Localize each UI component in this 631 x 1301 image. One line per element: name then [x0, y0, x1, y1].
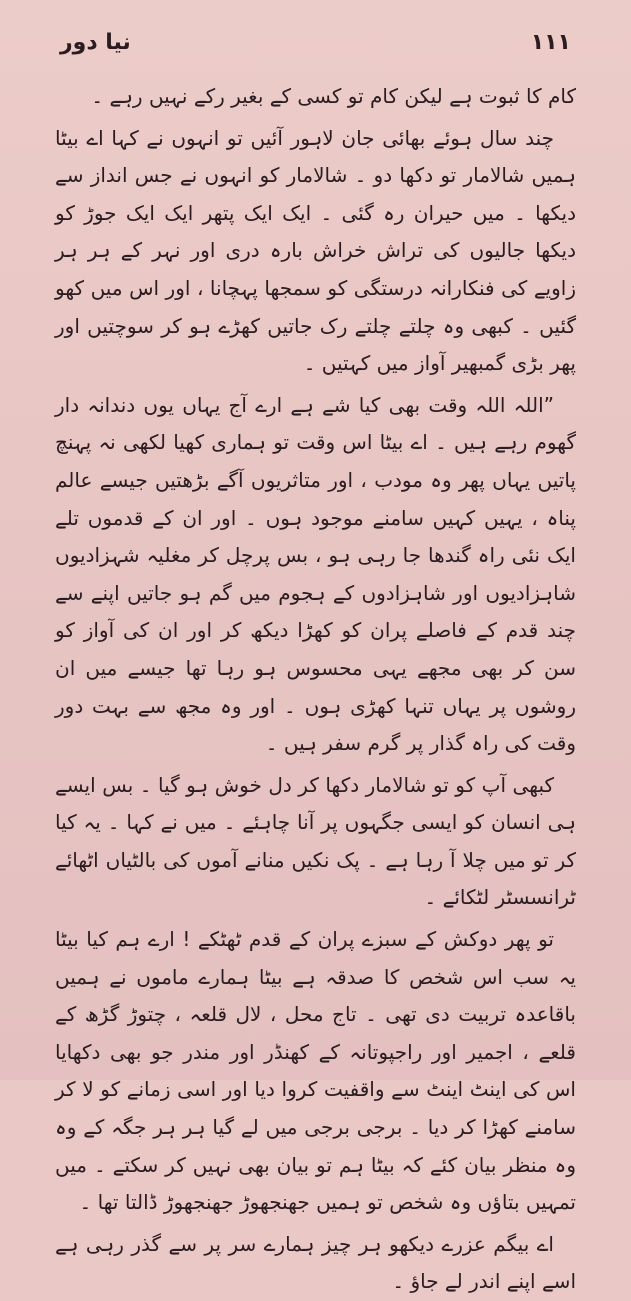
journal-title: نیا دور [60, 30, 131, 55]
paragraph: چند سال ہوئے بھائی جان لاہور آئیں تو انہوں نے کہا اے بیٹا ہمیں شالامار تو دکھا دو ۔ شالامار کو انہوں نے جس انداز سے دیکھا ۔ میں حیران رہ گئی ۔ ایک ایک پتھر ایک ایک جوڑ کو دیکھا جالیوں کی تراش خراش بارہ دری اور نہر کے ہر ہر زاویے کی فنکارانہ درستگی کو سمجھا پہچانا ، اور اس میں کھو گئیں ۔ کبھی وہ چلتے چلتے رک جاتیں کھڑے ہو کر سوچتیں اور پھر بڑی گمبھیر آواز میں کہتیں ۔ [55, 125, 576, 376]
paragraph: تو پھر دوکش کے سبزے پران کے قدم ٹھٹکے ! ارے ہم کیا بیٹا یہ سب اس شخص کا صدقہ ہے بیٹا ہمارے ماموں نے ہمیں باقاعدہ تربیت دی تھی ۔ تاج محل ، لال قلعہ ، چتوڑ گڑھ کے قلعے ، اجمیر اور راجپوتانہ کے کھنڈر اور مندر جو بھی دکھایا اس کی اینٹ اینٹ سے واقفیت کروا دیا اور اسی زمانے کو لا کر سامنے کھڑا کر دیا ۔ برجی برجی میں لے گیا ہر ہر جگہ کے وہ وہ منظر بیان کئے کہ بیٹا ہم تو بیان بھی نہیں کر سکتے ۔ میں تمہیں بتاؤں وہ شخص تو ہمیں جھنجھوڑ جھنجھوڑ ڈالتا تھا ۔ [55, 927, 576, 1215]
paragraph: کبھی آپ کو تو شالامار دکھا کر دل خوش ہو گیا ۔ بس ایسے ہی انسان کو ایسی جگہوں پر آنا چاہئے ۔ میں نے کہا ۔ یہ کیا کر تو میں چلا آ رہا ہے ۔ پک نکیں منانے آموں کی بالٹیاں اٹھائے ٹرانسسٹر لٹکائے ۔ [55, 772, 576, 910]
paragraph: ”اللہ اللہ وقت بھی کیا شے ہے ارے آج یہاں یوں دندانہ دار گھوم رہے ہیں ۔ اے بیٹا اس وقت تو ہماری کھیا لکھی نہ پہنچ پاتیں یہاں پھر وہ مودب ، اور متاثریوں آگے بڑھتیں جیسے عالم پناہ ، یہیں کہیں سامنے موجود ہوں ۔ اور ان کے قدموں تلے ایک نئی راہ گندھا جا رہی ہو ، بس پرچل کر مغلیہ شہزادیوں شاہزادیوں اور شاہزادوں کے ہجوم میں گم ہو جاتیں اپنے سے چند قدم کے فاصلے پران کو کھڑا دیکھ کر اور ان کی آواز کو سن کر بھی مجھے یہی محسوس ہو رہا تھا جیسے میں ان روشوں پر یہاں تنہا کھڑی ہوں ۔ اور وہ مجھ سے بہت دور وقت کی راہ گذار پر گرم سفر ہیں ۔ [55, 392, 576, 756]
body-text [55, 78, 576, 1301]
paragraph: اے بیگم عزرے دیکھو ہر چیز ہمارے سر پر سے گذر رہی ہے اسے اپنے اندر لے جاؤ ۔ [55, 1231, 576, 1294]
paragraph: کام کا ثبوت ہے لیکن کام تو کسی کے بغیر رکے نہیں رہے ۔ [91, 84, 576, 108]
page-number: ۱۱۱ [530, 30, 571, 55]
page-header [60, 30, 571, 70]
